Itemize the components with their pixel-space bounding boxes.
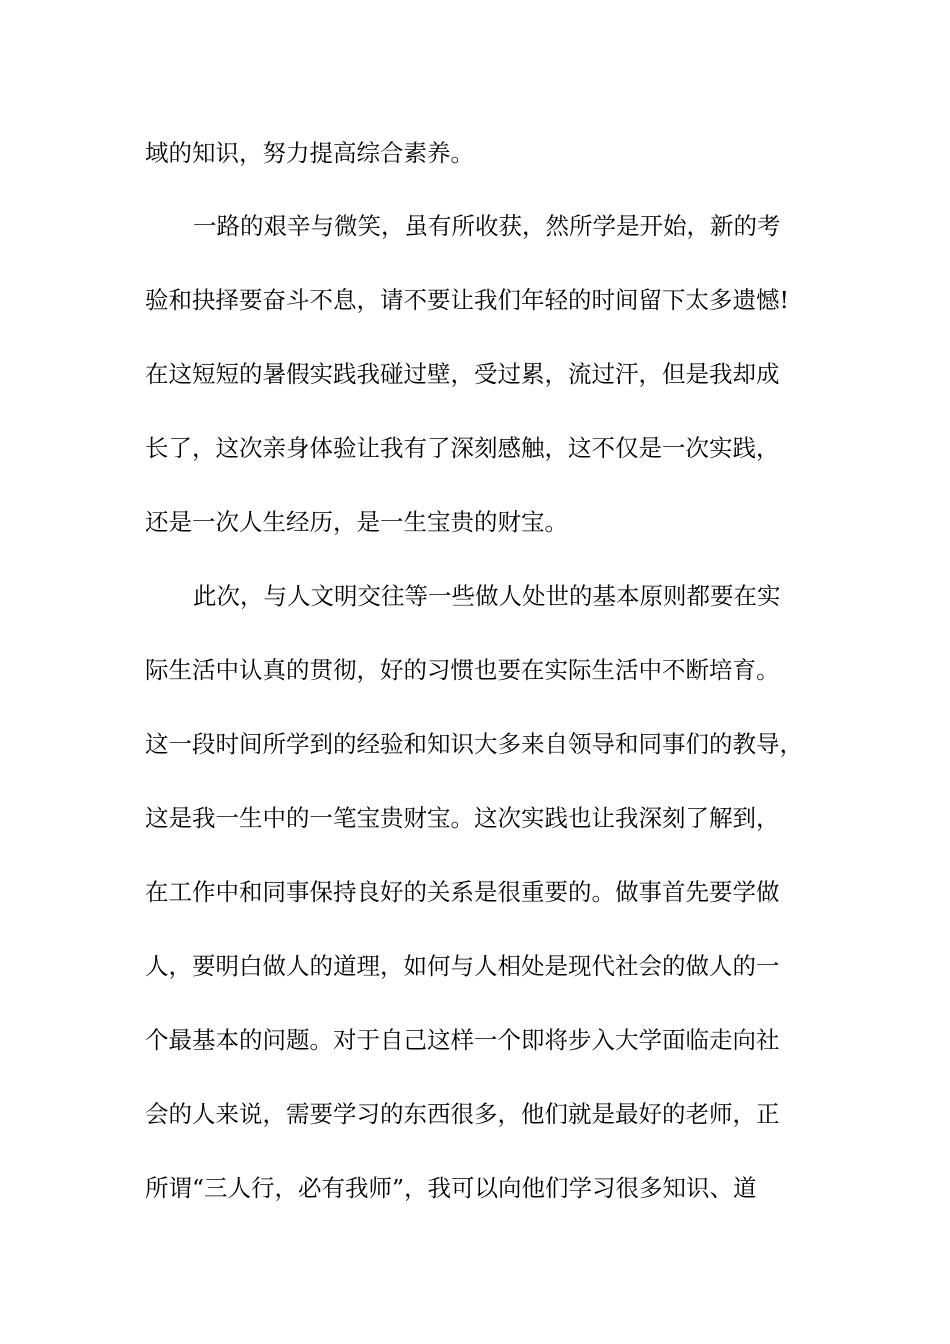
text-line: 这一段时间所学到的经验和知识大多来自领导和同事们的教导， xyxy=(145,730,803,758)
paragraph-first-line: 此次，与人文明交往等一些做人处世的基本原则都要在实 xyxy=(193,582,781,610)
text-line: 在工作中和同事保持良好的关系是很重要的。做事首先要学做 xyxy=(145,878,780,906)
text-line: 还是一次人生经历，是一生宝贵的财宝。 xyxy=(145,508,568,536)
text-line: 际生活中认真的贯彻，好的习惯也要在实际生活中不断培育。 xyxy=(145,656,780,684)
text-line: 在这短短的暑假实践我碰过壁，受过累，流过汗，但是我却成 xyxy=(145,360,780,388)
text-line: 长了，这次亲身体验让我有了深刻感触，这不仅是一次实践， xyxy=(145,434,780,462)
text-line: 人，要明白做人的道理，如何与人相处是现代社会的做人的一 xyxy=(145,952,780,980)
paragraph-first-line: 一路的艰辛与微笑，虽有所收获，然所学是开始，新的考 xyxy=(193,212,781,240)
text-line: 域的知识，努力提高综合素养。 xyxy=(145,139,474,167)
text-line: 验和抉择要奋斗不息，请不要让我们年轻的时间留下太多遗憾! xyxy=(145,286,789,314)
text-line: 所谓“三人行，必有我师”，我可以向他们学习很多知识、道 xyxy=(145,1174,757,1202)
text-line: 个最基本的问题。对于自己这样一个即将步入大学面临走向社 xyxy=(145,1026,780,1054)
text-line: 会的人来说，需要学习的东西很多，他们就是最好的老师，正 xyxy=(145,1100,780,1128)
text-line: 这是我一生中的一笔宝贵财宝。这次实践也让我深刻了解到， xyxy=(145,804,780,832)
